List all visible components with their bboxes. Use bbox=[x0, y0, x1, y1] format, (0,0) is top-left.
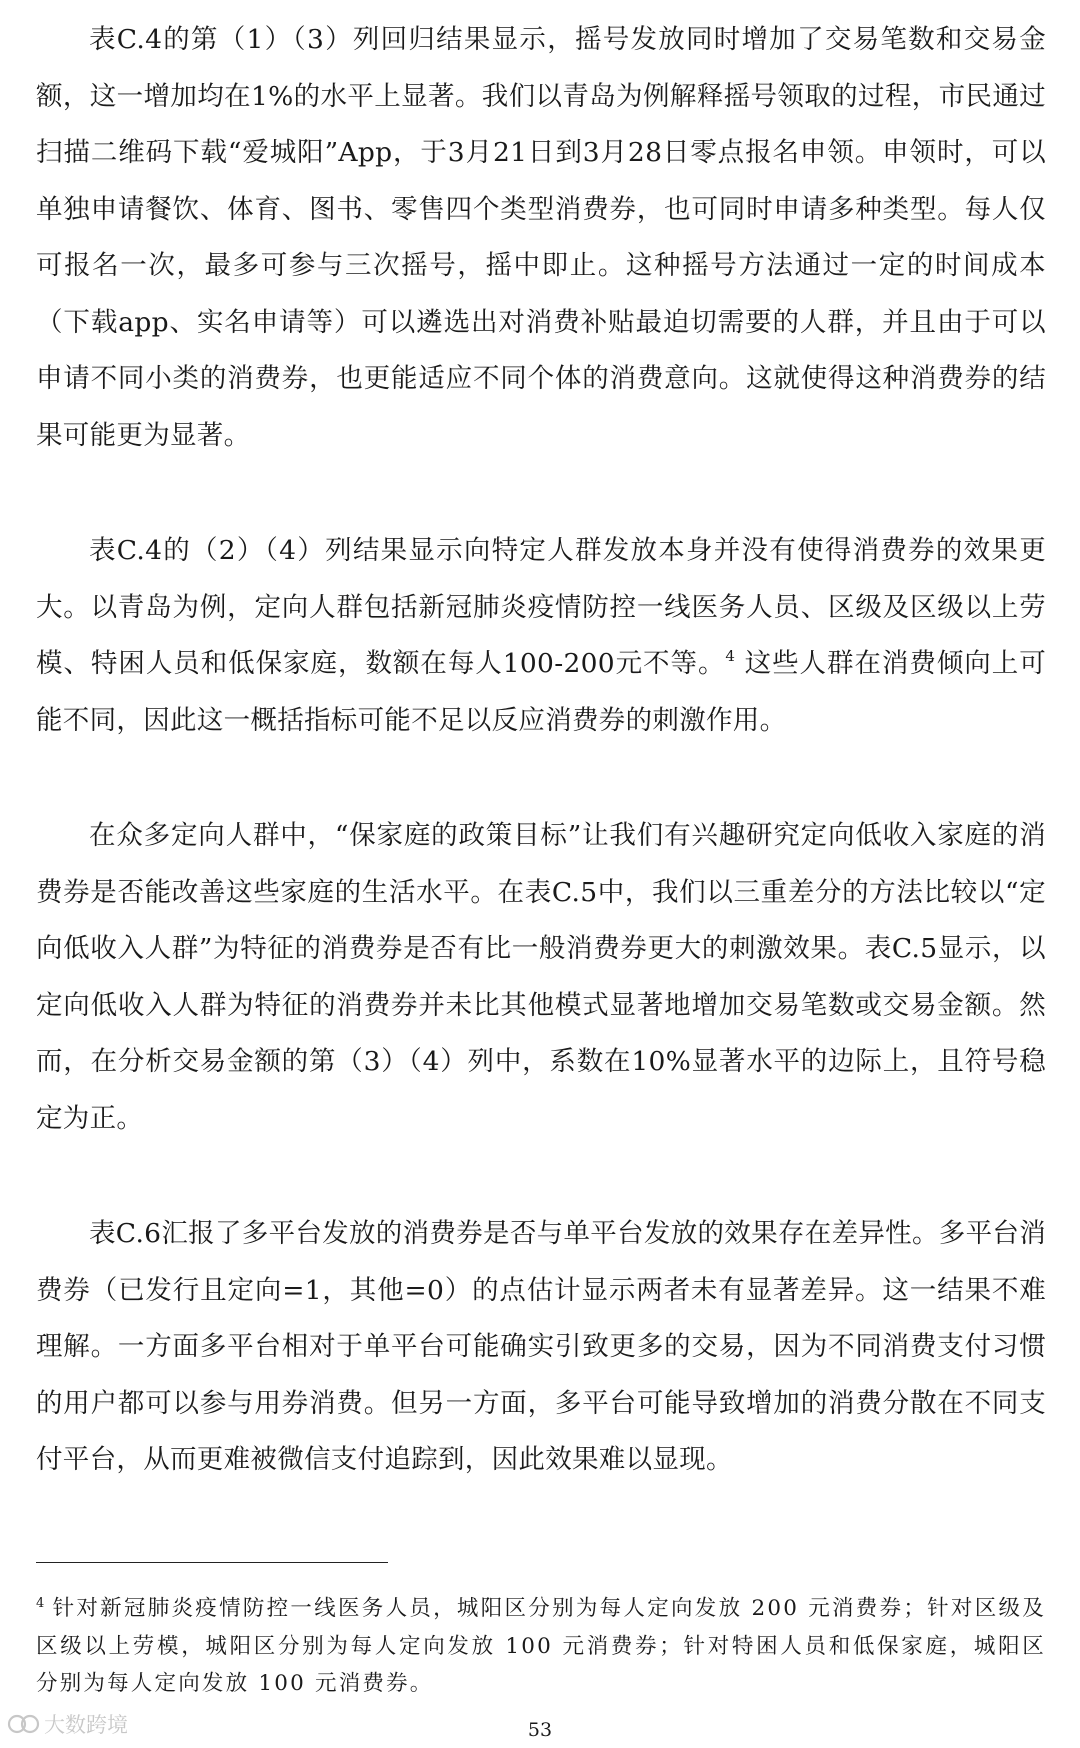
watermark-text: 大数跨境 bbox=[44, 1713, 128, 1737]
page-number: 53 bbox=[527, 1719, 553, 1741]
footnote-reference[interactable]: 4 bbox=[725, 647, 736, 665]
paragraph-text-continued: 这些人群在消费倾向上可能不同，因此这一概括指标可能不足以反应消费券的刺激作用。 bbox=[36, 648, 1046, 736]
paragraph-table-c4-lottery: 表C.4的第（1）（3）列回归结果显示，摇号发放同时增加了交易笔数和交易金额，这一增加均在1%的水平上显著。我们以青岛为例解释摇号领取的过程，市民通过扫描二维码下载“爱城阳”App，于3月21日到3月28日零点报名申领。申领时，可以单独申请餐饮、体育、图书、零售四个类型消费券，也可同时申请多种类型。每人仅可报名一次，最多可参与三次摇号，摇中即止。这种摇号方法通过一定的时间成本（下载app、实名申请等）可以遴选出对消费补贴最迫切需要的人群，并且由于可以申请不同小类的消费券，也更能适应不同个体的消费意向。这就使得这种消费券的结果可能更为显著。 bbox=[36, 24, 1046, 451]
footnote bbox=[36, 1590, 1046, 1703]
paragraph-table-c4-targeted bbox=[36, 523, 1046, 749]
body-text bbox=[36, 12, 1046, 1548]
paragraph-text: 表C.4的（2）（4）列结果显示向特定人群发放本身并没有使得消费券的效果更大。以青岛为例，定向人群包括新冠肺炎疫情防控一线医务人员、区级及区级以上劳模、特困人员和低保家庭，数额在每人100-200元不等。 bbox=[36, 535, 1046, 679]
paragraph-table-c6-multi-platform: 表C.6汇报了多平台发放的消费券是否与单平台发放的效果存在差异性。多平台消费券（已发行且定向=1，其他=0）的点估计显示两者未有显著差异。这一结果不难理解。一方面多平台相对于单平台可能确实引致更多的交易，因为不同消费支付习惯的用户都可以参与用券消费。但另一方面，多平台可能导致增加的消费分散在不同支付平台，从而更难被微信支付追踪到，因此效果难以显现。 bbox=[36, 1218, 1046, 1475]
footnote-marker: 4 bbox=[36, 1596, 47, 1611]
brand-logo-icon bbox=[6, 1707, 156, 1741]
watermark bbox=[6, 1706, 156, 1742]
footnote-divider bbox=[36, 1562, 388, 1563]
paragraph-table-c5-low-income: 在众多定向人群中，“保家庭的政策目标”让我们有兴趣研究定向低收入家庭的消费券是否能改善这些家庭的生活水平。在表C.5中，我们以三重差分的方法比较以“定向低收入人群”为特征的消费券是否有比一般消费券更大的刺激效果。表C.5显示，以定向低收入人群为特征的消费券并未比其他模式显著地增加交易笔数或交易金额。然而，在分析交易金额的第（3）（4）列中，系数在10%显著水平的边际上，且符号稳定为正。 bbox=[36, 820, 1046, 1134]
footnote-text: 针对新冠肺炎疫情防控一线医务人员，城阳区分别为每人定向发放 200 元消费券；针对区级及区级以上劳模，城阳区分别为每人定向发放 100 元消费券；针对特困人员和低保家庭，城阳区分别为每人定向发放 100 元消费券。 bbox=[36, 1596, 1046, 1696]
